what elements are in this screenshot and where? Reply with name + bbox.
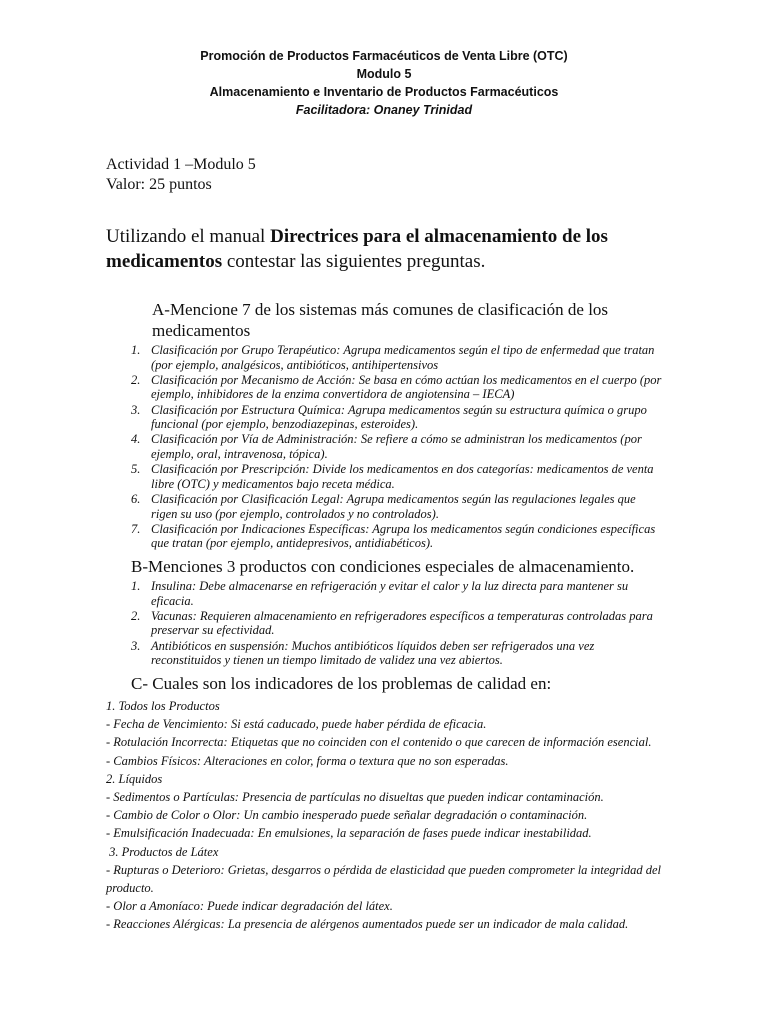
item-text: Clasificación por Clasificación Legal: Agrupa medicamentos según las regulaciones legales que rigen su uso (por ejemplo, controlados y no controlados). [151, 491, 636, 521]
manual-title: Directrices para el almacenamiento de los medicamentos [106, 226, 608, 272]
module-topic: Almacenamiento e Inventario de Productos Farmacéuticos [209, 85, 559, 99]
indicator-line: - Cambio de Color o Olor: Un cambio inesperado puede señalar degradación o contaminación. [106, 808, 588, 823]
list-item [131, 639, 665, 668]
item-text: Clasificación por Estructura Química: Agrupa medicamentos según su estructura química o grupo funcional (por ejemplo, benzodiazepinas, esteroides). [151, 402, 647, 432]
intro-text-pre: Utilizando el manual [106, 226, 271, 247]
list-item [131, 373, 665, 402]
item-text: Clasificación por Vía de Administración: Se refiere a cómo se administran los medicamentos (por ejemplo, oral, intravenosa, tópica). [151, 432, 642, 461]
item-number: 7. [131, 521, 141, 536]
activity-block [106, 155, 256, 195]
item-number: 4. [131, 432, 141, 447]
item-number: 2. [131, 372, 141, 387]
item-number: 3. [131, 638, 141, 653]
list-item [131, 462, 665, 491]
category-heading: 1. Todos los Productos [106, 699, 220, 713]
course-title: Promoción de Productos Farmacéuticos de Venta Libre (OTC) [200, 49, 568, 63]
activity-value: Valor: 25 puntos [106, 176, 212, 193]
list-item [131, 403, 665, 432]
item-text: Clasificación por Prescripción: Divide los medicamentos en dos categorías: medicamentos de venta libre (OTC) y medicamentos bajo receta médica. [151, 462, 654, 491]
indicator-line: - Sedimentos o Partículas: Presencia de partículas no disueltas que pueden indicar contaminación. [106, 790, 604, 805]
section-c-content [106, 697, 666, 934]
item-text: Insulina: Debe almacenarse en refrigeración y evitar el calor y la luz directa para mantener su eficacia. [151, 579, 629, 608]
indicator-line: - Reacciones Alérgicas: La presencia de alérgenos aumentados puede ser un indicador de mala calidad. [106, 917, 629, 932]
indicator-line: - Cambios Físicos: Alteraciones en color, forma o textura que no son esperadas. [106, 753, 509, 768]
section-a-list [131, 343, 665, 551]
indicator-line: - Emulsificación Inadecuada: En emulsiones, la separación de fases puede indicar inestabilidad. [106, 826, 592, 841]
list-item [131, 609, 665, 638]
list-item [131, 579, 665, 608]
section-a-title: A-Mencione 7 de los sistemas más comunes de clasificación de los medicamentos [152, 300, 609, 340]
item-number: 3. [131, 402, 141, 417]
item-text: Antibióticos en suspensión: Muchos antibióticos líquidos deben ser refrigerados una vez reconstituidos y tienen un tiempo limitado de validez una vez abiertos. [151, 638, 595, 668]
item-number: 5. [131, 462, 141, 477]
category-heading: 3. Productos de Látex [106, 844, 219, 859]
list-item [131, 432, 665, 461]
section-b-title: B-Menciones 3 productos con condiciones especiales de almacenamiento. [131, 557, 635, 576]
item-text: Clasificación por Mecanismo de Acción: Se basa en cómo actúan los medicamentos en el cuerpo (por ejemplo, inhibidores de la enzima convertidora de angiotensina – IECA) [151, 372, 662, 402]
item-number: 2. [131, 608, 141, 623]
intro-paragraph [106, 224, 666, 274]
list-item [131, 343, 665, 372]
item-number: 1. [131, 343, 141, 357]
list-item [131, 492, 665, 521]
indicator-line: - Olor a Amoníaco: Puede indicar degradación del látex. [106, 899, 393, 914]
document-header [0, 47, 768, 119]
item-number: 1. [131, 579, 141, 593]
item-text: Clasificación por Indicaciones Específicas: Agrupa los medicamentos según condiciones específicas que tratan (por ejemplo, antidepresivos, antidiabéticos). [151, 521, 656, 551]
intro-text-post: contestar las siguientes preguntas. [222, 251, 486, 272]
category-heading: 2. Líquidos [106, 771, 163, 786]
item-number: 6. [131, 491, 141, 506]
section-b-list [131, 579, 665, 668]
activity-title: Actividad 1 –Modulo 5 [106, 156, 256, 173]
section-c-title: C- Cuales son los indicadores de los problemas de calidad en: [131, 674, 552, 693]
item-text: Vacunas: Requieren almacenamiento en refrigeradores específicos a temperaturas controladas para preservar su efectividad. [151, 608, 653, 638]
module-label: Modulo 5 [356, 67, 412, 81]
item-text: Clasificación por Grupo Terapéutico: Agrupa medicamentos según el tipo de enfermedad que tratan (por ejemplo, analgésicos, antibióticos, antihipertensivos [151, 343, 655, 372]
facilitator-name: Facilitadora: Onaney Trinidad [295, 103, 473, 117]
indicator-line: - Rupturas o Deterioro: Grietas, desgarros o pérdida de elasticidad que pueden comprometer la integridad del producto. [106, 862, 662, 896]
indicator-line: - Rotulación Incorrecta: Etiquetas que no coinciden con el contenido o que carecen de información esencial. [106, 735, 652, 750]
list-item [131, 522, 665, 551]
indicator-line: - Fecha de Vencimiento: Si está caducado, puede haber pérdida de eficacia. [106, 717, 487, 732]
